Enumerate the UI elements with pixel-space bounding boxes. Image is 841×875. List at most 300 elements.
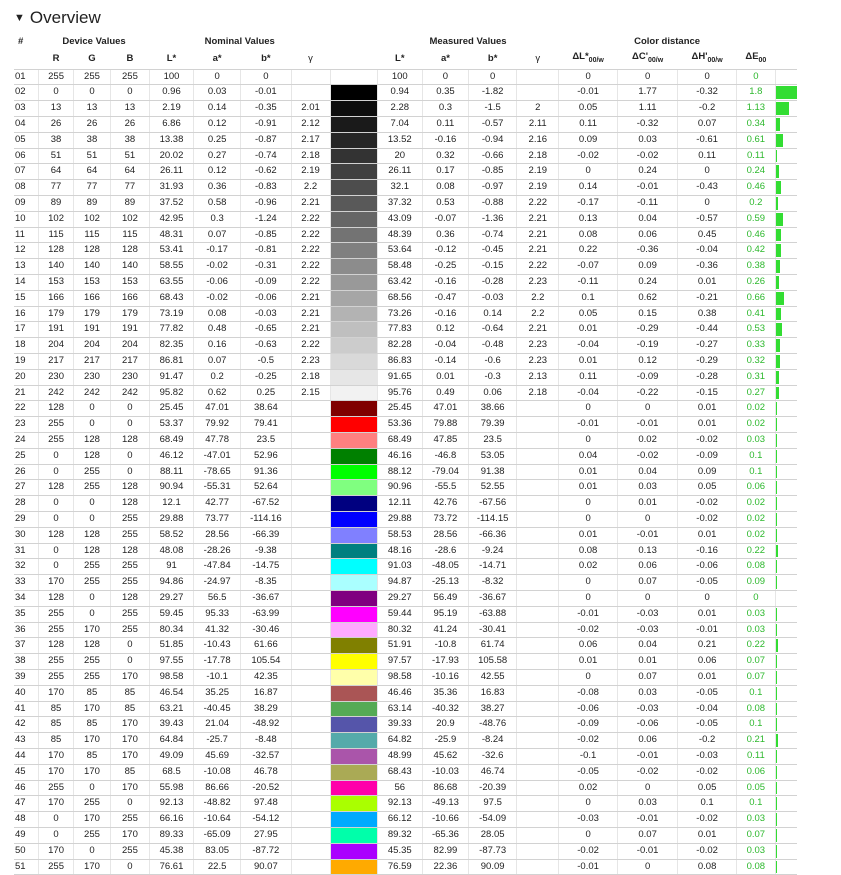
color-swatch (330, 654, 377, 670)
table-row (14, 164, 797, 180)
delta-e-bar (775, 448, 797, 464)
measured-a: -0.25 (422, 259, 468, 275)
measured-gamma: 2.21 (517, 243, 559, 259)
nominal-a: -17.78 (194, 654, 241, 670)
nominal-a: 0.48 (194, 322, 241, 338)
delta-c: 0.24 (617, 275, 678, 291)
device-b: 166 (110, 290, 149, 306)
delta-l: -0.09 (559, 717, 617, 733)
delta-l: -0.11 (559, 275, 617, 291)
table-row (14, 496, 797, 512)
measured-l: 80.32 (377, 622, 422, 638)
measured-b: -48.76 (469, 717, 517, 733)
nominal-a: 0.25 (194, 132, 241, 148)
delta-l: 0.1 (559, 290, 617, 306)
nominal-b: 38.64 (241, 401, 291, 417)
delta-h: -0.02 (678, 764, 736, 780)
delta-h: 0.45 (678, 227, 736, 243)
nominal-l: 58.52 (149, 527, 193, 543)
delta-e-bar-fill (776, 276, 779, 289)
measured-a: 47.85 (422, 433, 468, 449)
delta-c: 1.11 (617, 101, 678, 117)
measured-gamma: 2.21 (517, 322, 559, 338)
delta-h: 0.05 (678, 780, 736, 796)
nominal-gamma (291, 733, 330, 749)
device-b: 242 (110, 385, 149, 401)
measured-gamma (517, 827, 559, 843)
delta-c: -0.03 (617, 701, 678, 717)
delta-e: 0.46 (736, 180, 775, 196)
row-index: 11 (14, 227, 39, 243)
device-g: 77 (74, 180, 111, 196)
measured-a: 0.11 (422, 117, 468, 133)
color-swatch (330, 448, 377, 464)
table-row (14, 559, 797, 575)
nominal-a: 56.5 (194, 590, 241, 606)
nominal-gamma (291, 496, 330, 512)
delta-e-bar (775, 512, 797, 528)
header-color-distance: Color distance (559, 35, 775, 50)
measured-b: -0.74 (469, 227, 517, 243)
measured-a: -46.8 (422, 448, 468, 464)
device-r: 85 (39, 733, 74, 749)
row-index: 01 (14, 69, 39, 85)
nominal-gamma (291, 764, 330, 780)
row-index: 42 (14, 717, 39, 733)
delta-e: 0.61 (736, 132, 775, 148)
delta-l: 0.11 (559, 117, 617, 133)
delta-e-bar (775, 527, 797, 543)
measured-l: 29.88 (377, 512, 422, 528)
measured-l: 76.59 (377, 859, 422, 875)
delta-e-bar-fill (776, 576, 777, 589)
measured-l: 43.09 (377, 211, 422, 227)
row-index: 47 (14, 796, 39, 812)
delta-e-bar (775, 590, 797, 606)
nominal-gamma: 2.22 (291, 243, 330, 259)
delta-h: -0.02 (678, 812, 736, 828)
nominal-l: 53.37 (149, 417, 193, 433)
nominal-a: -0.02 (194, 259, 241, 275)
delta-c: 0 (617, 780, 678, 796)
delta-e: 0.09 (736, 575, 775, 591)
table-row (14, 527, 797, 543)
delta-h: 0.01 (678, 417, 736, 433)
table-row (14, 69, 797, 85)
row-index: 46 (14, 780, 39, 796)
nominal-l: 76.61 (149, 859, 193, 875)
delta-l: 0.11 (559, 369, 617, 385)
device-r: 255 (39, 433, 74, 449)
nominal-b: -0.25 (241, 369, 291, 385)
measured-a: -0.04 (422, 338, 468, 354)
delta-h: 0.21 (678, 638, 736, 654)
delta-c: -0.29 (617, 322, 678, 338)
device-g: 85 (74, 748, 111, 764)
delta-h: 0 (678, 164, 736, 180)
table-row (14, 148, 797, 164)
color-swatch (330, 259, 377, 275)
nominal-gamma (291, 527, 330, 543)
measured-a: 0.12 (422, 322, 468, 338)
device-b: 170 (110, 780, 149, 796)
device-r: 128 (39, 401, 74, 417)
table-row (14, 733, 797, 749)
nominal-gamma: 2.22 (291, 211, 330, 227)
measured-b: -1.5 (469, 101, 517, 117)
device-g: 115 (74, 227, 111, 243)
measured-b: -1.36 (469, 211, 517, 227)
measured-gamma (517, 780, 559, 796)
delta-h: -0.28 (678, 369, 736, 385)
nominal-l: 42.95 (149, 211, 193, 227)
delta-l: -0.01 (559, 417, 617, 433)
table-row (14, 322, 797, 338)
row-index: 34 (14, 590, 39, 606)
device-b: 0 (110, 85, 149, 101)
row-index: 14 (14, 275, 39, 291)
delta-c: -0.02 (617, 148, 678, 164)
table-row (14, 590, 797, 606)
measured-a: 95.19 (422, 606, 468, 622)
nominal-b: -48.92 (241, 717, 291, 733)
table-row (14, 417, 797, 433)
delta-e-bar (775, 180, 797, 196)
device-g: 128 (74, 543, 111, 559)
measured-l: 46.46 (377, 685, 422, 701)
measured-l: 51.91 (377, 638, 422, 654)
nominal-l: 63.55 (149, 275, 193, 291)
delta-e: 0.53 (736, 322, 775, 338)
measured-a: 82.99 (422, 843, 468, 859)
nominal-a: 28.56 (194, 527, 241, 543)
delta-e: 0.07 (736, 827, 775, 843)
nominal-b: -54.12 (241, 812, 291, 828)
delta-e-bar-fill (776, 387, 779, 400)
nominal-a: 0.58 (194, 196, 241, 212)
delta-c: -0.01 (617, 417, 678, 433)
nominal-l: 68.49 (149, 433, 193, 449)
nominal-a: -10.1 (194, 669, 241, 685)
nominal-gamma (291, 448, 330, 464)
device-b: 89 (110, 196, 149, 212)
device-b: 0 (110, 796, 149, 812)
device-b: 153 (110, 275, 149, 291)
measured-gamma: 2.22 (517, 259, 559, 275)
delta-e: 1.8 (736, 85, 775, 101)
device-b: 204 (110, 338, 149, 354)
nominal-gamma (291, 480, 330, 496)
delta-l: 0.22 (559, 243, 617, 259)
delta-l: -0.17 (559, 196, 617, 212)
measured-gamma: 2.22 (517, 196, 559, 212)
color-swatch (330, 196, 377, 212)
measured-b: 0.06 (469, 385, 517, 401)
delta-e: 0.46 (736, 227, 775, 243)
row-index: 17 (14, 322, 39, 338)
row-index: 04 (14, 117, 39, 133)
color-swatch (330, 480, 377, 496)
measured-gamma: 2.23 (517, 354, 559, 370)
nominal-b: -32.57 (241, 748, 291, 764)
nominal-a: 0.12 (194, 164, 241, 180)
device-r: 64 (39, 164, 74, 180)
table-row (14, 669, 797, 685)
nominal-gamma (291, 433, 330, 449)
delta-e-bar-fill (776, 797, 777, 810)
device-g: 170 (74, 733, 111, 749)
delta-e: 0.11 (736, 748, 775, 764)
delta-c: 0.13 (617, 543, 678, 559)
color-swatch (330, 827, 377, 843)
nominal-gamma (291, 701, 330, 717)
delta-l: 0.01 (559, 322, 617, 338)
nominal-b: -14.75 (241, 559, 291, 575)
measured-l: 73.26 (377, 306, 422, 322)
delta-l: -0.01 (559, 606, 617, 622)
delta-e-bar-fill (776, 545, 779, 558)
nominal-a: 42.77 (194, 496, 241, 512)
measured-gamma (517, 85, 559, 101)
device-g: 128 (74, 433, 111, 449)
device-g: 89 (74, 196, 111, 212)
delta-e-bar (775, 496, 797, 512)
measured-gamma (517, 480, 559, 496)
device-r: 128 (39, 590, 74, 606)
delta-e-bar-fill (776, 213, 783, 226)
nominal-gamma: 2.12 (291, 117, 330, 133)
delta-h: -0.44 (678, 322, 736, 338)
nominal-gamma (291, 85, 330, 101)
measured-b: 0 (469, 69, 517, 85)
measured-a: 0.53 (422, 196, 468, 212)
delta-e-bar (775, 385, 797, 401)
device-g: 170 (74, 764, 111, 780)
nominal-a: 0.03 (194, 85, 241, 101)
nominal-l: 20.02 (149, 148, 193, 164)
measured-a: -79.04 (422, 464, 468, 480)
device-r: 128 (39, 638, 74, 654)
nominal-l: 46.54 (149, 685, 193, 701)
table-row (14, 117, 797, 133)
color-swatch (330, 322, 377, 338)
row-index: 33 (14, 575, 39, 591)
device-r: 85 (39, 717, 74, 733)
delta-c: 0.03 (617, 685, 678, 701)
nominal-b: 0.25 (241, 385, 291, 401)
col-nominal-b: b* (241, 50, 291, 69)
measured-a: -40.32 (422, 701, 468, 717)
device-g: 0 (74, 843, 111, 859)
device-r: 255 (39, 859, 74, 875)
device-r: 170 (39, 843, 74, 859)
measured-b: -30.41 (469, 622, 517, 638)
delta-l: 0.01 (559, 480, 617, 496)
measured-l: 13.52 (377, 132, 422, 148)
color-swatch (330, 227, 377, 243)
nominal-gamma (291, 780, 330, 796)
device-r: 166 (39, 290, 74, 306)
measured-gamma (517, 590, 559, 606)
delta-e-bar-fill (776, 355, 780, 368)
nominal-l: 55.98 (149, 780, 193, 796)
nominal-gamma (291, 559, 330, 575)
nominal-gamma (291, 622, 330, 638)
measured-l: 59.44 (377, 606, 422, 622)
delta-e: 0.02 (736, 417, 775, 433)
delta-e-bar (775, 780, 797, 796)
delta-e: 0.1 (736, 685, 775, 701)
measured-l: 48.16 (377, 543, 422, 559)
nominal-b: 23.5 (241, 433, 291, 449)
delta-l: -0.02 (559, 622, 617, 638)
nominal-a: -25.7 (194, 733, 241, 749)
delta-e-bar (775, 812, 797, 828)
measured-a: -0.47 (422, 290, 468, 306)
device-r: 51 (39, 148, 74, 164)
nominal-a: 0.16 (194, 338, 241, 354)
measured-a: -25.13 (422, 575, 468, 591)
device-r: 170 (39, 796, 74, 812)
measured-b: -0.57 (469, 117, 517, 133)
device-b: 77 (110, 180, 149, 196)
nominal-gamma: 2.22 (291, 275, 330, 291)
device-g: 153 (74, 275, 111, 291)
delta-e-bar (775, 764, 797, 780)
nominal-a: 41.32 (194, 622, 241, 638)
measured-a: 0.3 (422, 101, 468, 117)
row-index: 26 (14, 464, 39, 480)
nominal-b: 42.35 (241, 669, 291, 685)
delta-e: 0.02 (736, 496, 775, 512)
delta-c: -0.03 (617, 606, 678, 622)
delta-h: -0.05 (678, 685, 736, 701)
measured-a: 0 (422, 69, 468, 85)
row-index: 05 (14, 132, 39, 148)
device-g: 255 (74, 575, 111, 591)
nominal-a: 79.92 (194, 417, 241, 433)
nominal-l: 68.43 (149, 290, 193, 306)
measured-a: 28.56 (422, 527, 468, 543)
measured-b: -32.6 (469, 748, 517, 764)
delta-e-bar-fill (776, 244, 781, 257)
overview-toggle[interactable] (14, 8, 101, 28)
device-g: 170 (74, 701, 111, 717)
delta-c: 0.09 (617, 259, 678, 275)
delta-c: -0.22 (617, 385, 678, 401)
color-swatch (330, 527, 377, 543)
delta-h: 0.01 (678, 527, 736, 543)
delta-c: 0.04 (617, 464, 678, 480)
device-g: 255 (74, 464, 111, 480)
measured-l: 66.12 (377, 812, 422, 828)
nominal-a: 86.66 (194, 780, 241, 796)
nominal-gamma (291, 654, 330, 670)
nominal-gamma: 2.22 (291, 259, 330, 275)
measured-gamma: 2.21 (517, 227, 559, 243)
delta-c: 1.77 (617, 85, 678, 101)
measured-l: 45.35 (377, 843, 422, 859)
measured-a: -10.8 (422, 638, 468, 654)
measured-l: 68.56 (377, 290, 422, 306)
measured-b: -0.03 (469, 290, 517, 306)
table-row (14, 843, 797, 859)
nominal-a: 22.5 (194, 859, 241, 875)
measured-l: 37.32 (377, 196, 422, 212)
delta-e: 0.03 (736, 812, 775, 828)
device-g: 128 (74, 243, 111, 259)
measured-a: 86.68 (422, 780, 468, 796)
nominal-b: -0.65 (241, 322, 291, 338)
delta-l: -0.02 (559, 148, 617, 164)
nominal-gamma (291, 417, 330, 433)
measured-b: 52.55 (469, 480, 517, 496)
measured-l: 2.28 (377, 101, 422, 117)
nominal-l: 66.16 (149, 812, 193, 828)
delta-e-bar (775, 480, 797, 496)
measured-gamma: 2 (517, 101, 559, 117)
delta-e-bar-fill (776, 655, 777, 668)
nominal-a: 47.78 (194, 433, 241, 449)
measured-b: 91.38 (469, 464, 517, 480)
device-r: 0 (39, 85, 74, 101)
measured-l: 12.11 (377, 496, 422, 512)
delta-h: 0.38 (678, 306, 736, 322)
delta-l: 0.02 (559, 559, 617, 575)
measured-gamma: 2.21 (517, 211, 559, 227)
delta-c: 0.02 (617, 433, 678, 449)
measured-b: 79.39 (469, 417, 517, 433)
delta-h: 0.1 (678, 796, 736, 812)
nominal-l: 29.27 (149, 590, 193, 606)
nominal-b: 90.07 (241, 859, 291, 875)
delta-e: 0.07 (736, 654, 775, 670)
measured-b: 90.09 (469, 859, 517, 875)
device-r: 170 (39, 764, 74, 780)
delta-e: 0.11 (736, 148, 775, 164)
measured-gamma: 2.16 (517, 132, 559, 148)
header-measured-values: Measured Values (377, 35, 559, 50)
table-row (14, 796, 797, 812)
device-r: 242 (39, 385, 74, 401)
color-swatch (330, 290, 377, 306)
measured-b: 23.5 (469, 433, 517, 449)
delta-e-bar-fill (776, 371, 780, 384)
measured-l: 90.96 (377, 480, 422, 496)
nominal-b: -8.35 (241, 575, 291, 591)
delta-e-bar (775, 401, 797, 417)
device-r: 0 (39, 812, 74, 828)
color-swatch (330, 354, 377, 370)
delta-h: 0.09 (678, 464, 736, 480)
nominal-b: -67.52 (241, 496, 291, 512)
device-b: 179 (110, 306, 149, 322)
device-g: 0 (74, 780, 111, 796)
table-row (14, 338, 797, 354)
measured-l: 91.03 (377, 559, 422, 575)
delta-e-bar (775, 117, 797, 133)
nominal-a: 0.3 (194, 211, 241, 227)
delta-c: 0 (617, 401, 678, 417)
device-g: 255 (74, 480, 111, 496)
color-swatch (330, 69, 377, 85)
delta-e: 0.31 (736, 369, 775, 385)
nominal-a: -65.09 (194, 827, 241, 843)
measured-gamma (517, 685, 559, 701)
nominal-b: -9.38 (241, 543, 291, 559)
measured-b: -67.56 (469, 496, 517, 512)
measured-l: 77.83 (377, 322, 422, 338)
